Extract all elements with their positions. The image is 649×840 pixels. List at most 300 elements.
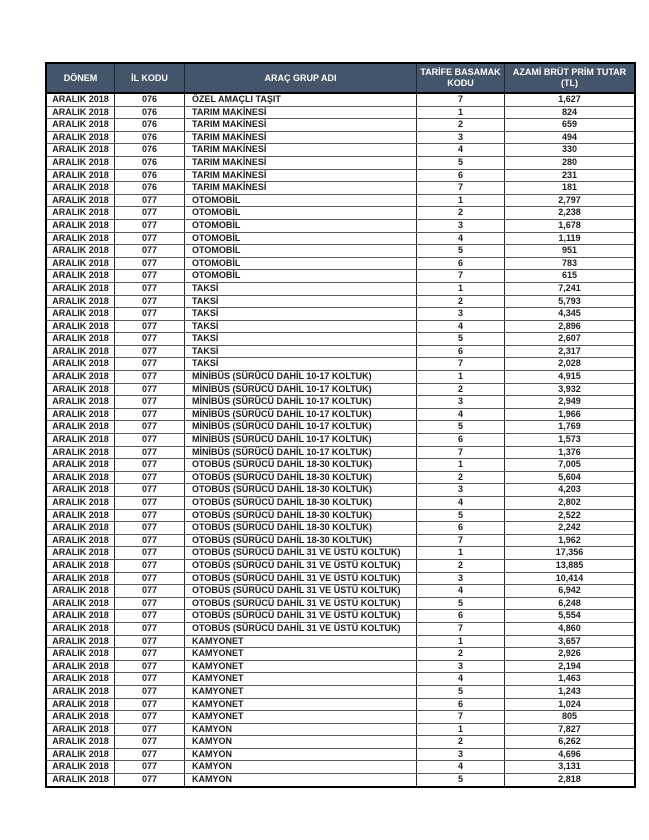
- cell-tarife_basamak_kodu: 4: [417, 497, 505, 510]
- cell-donem: ARALIK 2018: [46, 761, 115, 774]
- cell-tarife_basamak_kodu: 2: [417, 207, 505, 220]
- cell-arac_grup_adi: OTOBÜS (SÜRÜCÜ DAHİL 31 VE ÜSTÜ KOLTUK): [185, 572, 417, 585]
- cell-arac_grup_adi: MİNİBÜS (SÜRÜCÜ DAHİL 10-17 KOLTUK): [185, 408, 417, 421]
- cell-donem: ARALIK 2018: [46, 471, 115, 484]
- cell-il_kodu: 077: [115, 408, 185, 421]
- cell-il_kodu: 076: [115, 131, 185, 144]
- cell-arac_grup_adi: KAMYONET: [185, 685, 417, 698]
- table-row: [46, 585, 635, 598]
- table-row: [46, 408, 635, 421]
- cell-donem: ARALIK 2018: [46, 320, 115, 333]
- cell-il_kodu: 077: [115, 547, 185, 560]
- table-row: [46, 748, 635, 761]
- table-row: [46, 257, 635, 270]
- cell-il_kodu: 077: [115, 723, 185, 736]
- cell-donem: ARALIK 2018: [46, 308, 115, 321]
- cell-tarife_basamak_kodu: 3: [417, 131, 505, 144]
- cell-tarife_basamak_kodu: 5: [417, 597, 505, 610]
- cell-il_kodu: 077: [115, 736, 185, 749]
- cell-azami_brut_prim_tutar: 783: [505, 257, 636, 270]
- cell-azami_brut_prim_tutar: 4,915: [505, 371, 636, 384]
- cell-arac_grup_adi: KAMYONET: [185, 660, 417, 673]
- cell-donem: ARALIK 2018: [46, 774, 115, 787]
- cell-arac_grup_adi: OTOMOBİL: [185, 257, 417, 270]
- table-row: [46, 282, 635, 295]
- table-row: [46, 484, 635, 497]
- table-row: [46, 446, 635, 459]
- cell-il_kodu: 076: [115, 119, 185, 132]
- cell-tarife_basamak_kodu: 1: [417, 371, 505, 384]
- cell-tarife_basamak_kodu: 4: [417, 320, 505, 333]
- cell-donem: ARALIK 2018: [46, 131, 115, 144]
- cell-donem: ARALIK 2018: [46, 93, 115, 106]
- cell-il_kodu: 077: [115, 459, 185, 472]
- cell-donem: ARALIK 2018: [46, 748, 115, 761]
- cell-il_kodu: 077: [115, 748, 185, 761]
- cell-arac_grup_adi: OTOMOBİL: [185, 219, 417, 232]
- cell-il_kodu: 077: [115, 396, 185, 409]
- cell-tarife_basamak_kodu: 3: [417, 484, 505, 497]
- cell-tarife_basamak_kodu: 1: [417, 723, 505, 736]
- column-header-tarife_basamak_kodu: TARİFE BASAMAK KODU: [417, 63, 505, 93]
- table-row: [46, 182, 635, 195]
- cell-arac_grup_adi: MİNİBÜS (SÜRÜCÜ DAHİL 10-17 KOLTUK): [185, 434, 417, 447]
- table-row: [46, 119, 635, 132]
- cell-azami_brut_prim_tutar: 1,573: [505, 434, 636, 447]
- table-row: [46, 371, 635, 384]
- cell-azami_brut_prim_tutar: 1,966: [505, 408, 636, 421]
- cell-azami_brut_prim_tutar: 4,345: [505, 308, 636, 321]
- cell-il_kodu: 077: [115, 522, 185, 535]
- cell-arac_grup_adi: TARIM MAKİNESİ: [185, 119, 417, 132]
- cell-tarife_basamak_kodu: 4: [417, 673, 505, 686]
- cell-tarife_basamak_kodu: 7: [417, 93, 505, 106]
- table-row: [46, 660, 635, 673]
- cell-tarife_basamak_kodu: 7: [417, 182, 505, 195]
- cell-donem: ARALIK 2018: [46, 522, 115, 535]
- table-row: [46, 396, 635, 409]
- cell-tarife_basamak_kodu: 6: [417, 434, 505, 447]
- cell-donem: ARALIK 2018: [46, 232, 115, 245]
- table-row: [46, 207, 635, 220]
- cell-azami_brut_prim_tutar: 951: [505, 245, 636, 258]
- cell-tarife_basamak_kodu: 4: [417, 408, 505, 421]
- cell-donem: ARALIK 2018: [46, 711, 115, 724]
- cell-arac_grup_adi: KAMYON: [185, 736, 417, 749]
- cell-donem: ARALIK 2018: [46, 635, 115, 648]
- cell-tarife_basamak_kodu: 2: [417, 736, 505, 749]
- cell-donem: ARALIK 2018: [46, 673, 115, 686]
- cell-arac_grup_adi: OTOBÜS (SÜRÜCÜ DAHİL 18-30 KOLTUK): [185, 459, 417, 472]
- table-row: [46, 459, 635, 472]
- table-row: [46, 635, 635, 648]
- cell-azami_brut_prim_tutar: 7,827: [505, 723, 636, 736]
- cell-donem: ARALIK 2018: [46, 207, 115, 220]
- cell-donem: ARALIK 2018: [46, 345, 115, 358]
- cell-arac_grup_adi: OTOMOBİL: [185, 232, 417, 245]
- cell-azami_brut_prim_tutar: 280: [505, 156, 636, 169]
- cell-donem: ARALIK 2018: [46, 509, 115, 522]
- cell-il_kodu: 077: [115, 585, 185, 598]
- cell-azami_brut_prim_tutar: 3,932: [505, 383, 636, 396]
- cell-donem: ARALIK 2018: [46, 144, 115, 157]
- cell-arac_grup_adi: KAMYONET: [185, 698, 417, 711]
- table-row: [46, 270, 635, 283]
- cell-azami_brut_prim_tutar: 1,119: [505, 232, 636, 245]
- cell-tarife_basamak_kodu: 6: [417, 522, 505, 535]
- cell-donem: ARALIK 2018: [46, 169, 115, 182]
- table-row: [46, 698, 635, 711]
- cell-il_kodu: 077: [115, 270, 185, 283]
- cell-tarife_basamak_kodu: 1: [417, 194, 505, 207]
- cell-donem: ARALIK 2018: [46, 736, 115, 749]
- cell-tarife_basamak_kodu: 5: [417, 421, 505, 434]
- table-row: [46, 232, 635, 245]
- cell-tarife_basamak_kodu: 7: [417, 358, 505, 371]
- cell-il_kodu: 076: [115, 144, 185, 157]
- cell-tarife_basamak_kodu: 6: [417, 610, 505, 623]
- cell-il_kodu: 077: [115, 257, 185, 270]
- cell-arac_grup_adi: OTOBÜS (SÜRÜCÜ DAHİL 18-30 KOLTUK): [185, 522, 417, 535]
- cell-arac_grup_adi: KAMYON: [185, 748, 417, 761]
- cell-il_kodu: 076: [115, 156, 185, 169]
- table-row: [46, 648, 635, 661]
- cell-il_kodu: 077: [115, 434, 185, 447]
- column-header-arac_grup_adi: ARAÇ GRUP ADI: [185, 63, 417, 93]
- cell-arac_grup_adi: OTOBÜS (SÜRÜCÜ DAHİL 18-30 KOLTUK): [185, 534, 417, 547]
- column-header-il_kodu: İL KODU: [115, 63, 185, 93]
- cell-azami_brut_prim_tutar: 2,317: [505, 345, 636, 358]
- cell-il_kodu: 077: [115, 673, 185, 686]
- cell-azami_brut_prim_tutar: 3,131: [505, 761, 636, 774]
- cell-donem: ARALIK 2018: [46, 270, 115, 283]
- cell-azami_brut_prim_tutar: 181: [505, 182, 636, 195]
- cell-azami_brut_prim_tutar: 3,657: [505, 635, 636, 648]
- cell-il_kodu: 077: [115, 471, 185, 484]
- cell-tarife_basamak_kodu: 3: [417, 660, 505, 673]
- cell-tarife_basamak_kodu: 6: [417, 169, 505, 182]
- cell-azami_brut_prim_tutar: 5,604: [505, 471, 636, 484]
- column-header-azami_brut_prim_tutar: AZAMİ BRÜT PRİM TUTAR (TL): [505, 63, 636, 93]
- cell-tarife_basamak_kodu: 1: [417, 635, 505, 648]
- cell-donem: ARALIK 2018: [46, 371, 115, 384]
- cell-arac_grup_adi: KAMYONET: [185, 673, 417, 686]
- cell-azami_brut_prim_tutar: 494: [505, 131, 636, 144]
- cell-arac_grup_adi: KAMYON: [185, 761, 417, 774]
- cell-il_kodu: 077: [115, 622, 185, 635]
- cell-azami_brut_prim_tutar: 5,793: [505, 295, 636, 308]
- cell-azami_brut_prim_tutar: 2,028: [505, 358, 636, 371]
- cell-il_kodu: 076: [115, 182, 185, 195]
- cell-arac_grup_adi: TAKSİ: [185, 358, 417, 371]
- cell-tarife_basamak_kodu: 5: [417, 509, 505, 522]
- table-row: [46, 572, 635, 585]
- cell-tarife_basamak_kodu: 5: [417, 685, 505, 698]
- cell-azami_brut_prim_tutar: 2,238: [505, 207, 636, 220]
- cell-il_kodu: 077: [115, 559, 185, 572]
- table-row: [46, 509, 635, 522]
- cell-azami_brut_prim_tutar: 1,627: [505, 93, 636, 106]
- table-body: [46, 93, 635, 787]
- cell-il_kodu: 077: [115, 383, 185, 396]
- table-row: [46, 383, 635, 396]
- cell-azami_brut_prim_tutar: 4,860: [505, 622, 636, 635]
- cell-il_kodu: 077: [115, 660, 185, 673]
- table-row: [46, 320, 635, 333]
- cell-il_kodu: 077: [115, 232, 185, 245]
- cell-il_kodu: 077: [115, 774, 185, 787]
- cell-arac_grup_adi: MİNİBÜS (SÜRÜCÜ DAHİL 10-17 KOLTUK): [185, 371, 417, 384]
- cell-donem: ARALIK 2018: [46, 572, 115, 585]
- cell-azami_brut_prim_tutar: 2,607: [505, 333, 636, 346]
- table-row: [46, 522, 635, 535]
- cell-azami_brut_prim_tutar: 2,926: [505, 648, 636, 661]
- cell-il_kodu: 077: [115, 358, 185, 371]
- cell-donem: ARALIK 2018: [46, 434, 115, 447]
- table-row: [46, 295, 635, 308]
- cell-azami_brut_prim_tutar: 1,678: [505, 219, 636, 232]
- cell-donem: ARALIK 2018: [46, 156, 115, 169]
- cell-arac_grup_adi: TARIM MAKİNESİ: [185, 169, 417, 182]
- cell-azami_brut_prim_tutar: 1,024: [505, 698, 636, 711]
- cell-il_kodu: 077: [115, 711, 185, 724]
- cell-arac_grup_adi: OTOMOBİL: [185, 245, 417, 258]
- cell-tarife_basamak_kodu: 4: [417, 761, 505, 774]
- cell-azami_brut_prim_tutar: 1,962: [505, 534, 636, 547]
- cell-arac_grup_adi: MİNİBÜS (SÜRÜCÜ DAHİL 10-17 KOLTUK): [185, 383, 417, 396]
- cell-il_kodu: 077: [115, 509, 185, 522]
- cell-donem: ARALIK 2018: [46, 333, 115, 346]
- table-row: [46, 421, 635, 434]
- cell-tarife_basamak_kodu: 6: [417, 698, 505, 711]
- cell-il_kodu: 076: [115, 93, 185, 106]
- cell-tarife_basamak_kodu: 5: [417, 333, 505, 346]
- cell-tarife_basamak_kodu: 7: [417, 534, 505, 547]
- cell-donem: ARALIK 2018: [46, 119, 115, 132]
- cell-azami_brut_prim_tutar: 2,896: [505, 320, 636, 333]
- table-row: [46, 219, 635, 232]
- cell-arac_grup_adi: OTOBÜS (SÜRÜCÜ DAHİL 31 VE ÜSTÜ KOLTUK): [185, 547, 417, 560]
- cell-donem: ARALIK 2018: [46, 396, 115, 409]
- cell-arac_grup_adi: OTOBÜS (SÜRÜCÜ DAHİL 18-30 KOLTUK): [185, 509, 417, 522]
- cell-arac_grup_adi: OTOBÜS (SÜRÜCÜ DAHİL 31 VE ÜSTÜ KOLTUK): [185, 622, 417, 635]
- cell-azami_brut_prim_tutar: 615: [505, 270, 636, 283]
- cell-donem: ARALIK 2018: [46, 622, 115, 635]
- cell-arac_grup_adi: OTOBÜS (SÜRÜCÜ DAHİL 18-30 KOLTUK): [185, 484, 417, 497]
- cell-tarife_basamak_kodu: 4: [417, 144, 505, 157]
- cell-tarife_basamak_kodu: 2: [417, 119, 505, 132]
- cell-azami_brut_prim_tutar: 330: [505, 144, 636, 157]
- table-row: [46, 711, 635, 724]
- cell-il_kodu: 077: [115, 207, 185, 220]
- table-row: [46, 622, 635, 635]
- cell-tarife_basamak_kodu: 6: [417, 345, 505, 358]
- table-row: [46, 497, 635, 510]
- cell-arac_grup_adi: OTOBÜS (SÜRÜCÜ DAHİL 31 VE ÜSTÜ KOLTUK): [185, 559, 417, 572]
- cell-donem: ARALIK 2018: [46, 723, 115, 736]
- cell-tarife_basamak_kodu: 2: [417, 648, 505, 661]
- table-row: [46, 736, 635, 749]
- table-row: [46, 333, 635, 346]
- cell-arac_grup_adi: KAMYON: [185, 774, 417, 787]
- cell-il_kodu: 077: [115, 245, 185, 258]
- table-row: [46, 345, 635, 358]
- cell-tarife_basamak_kodu: 2: [417, 383, 505, 396]
- table-row: [46, 358, 635, 371]
- cell-il_kodu: 077: [115, 345, 185, 358]
- table-row: [46, 610, 635, 623]
- cell-arac_grup_adi: OTOBÜS (SÜRÜCÜ DAHİL 18-30 KOLTUK): [185, 471, 417, 484]
- cell-tarife_basamak_kodu: 7: [417, 711, 505, 724]
- cell-il_kodu: 077: [115, 194, 185, 207]
- cell-arac_grup_adi: OTOBÜS (SÜRÜCÜ DAHİL 18-30 KOLTUK): [185, 497, 417, 510]
- cell-azami_brut_prim_tutar: 2,802: [505, 497, 636, 510]
- cell-il_kodu: 077: [115, 648, 185, 661]
- cell-donem: ARALIK 2018: [46, 383, 115, 396]
- cell-donem: ARALIK 2018: [46, 547, 115, 560]
- cell-arac_grup_adi: OTOBÜS (SÜRÜCÜ DAHİL 31 VE ÜSTÜ KOLTUK): [185, 597, 417, 610]
- table-row: [46, 673, 635, 686]
- cell-donem: ARALIK 2018: [46, 610, 115, 623]
- table-row: [46, 144, 635, 157]
- cell-tarife_basamak_kodu: 2: [417, 559, 505, 572]
- cell-il_kodu: 077: [115, 698, 185, 711]
- cell-donem: ARALIK 2018: [46, 459, 115, 472]
- cell-arac_grup_adi: KAMYONET: [185, 711, 417, 724]
- cell-tarife_basamak_kodu: 7: [417, 270, 505, 283]
- cell-arac_grup_adi: TAKSİ: [185, 320, 417, 333]
- cell-donem: ARALIK 2018: [46, 648, 115, 661]
- cell-azami_brut_prim_tutar: 1,243: [505, 685, 636, 698]
- cell-il_kodu: 077: [115, 597, 185, 610]
- table-row: [46, 761, 635, 774]
- table-row: [46, 106, 635, 119]
- cell-donem: ARALIK 2018: [46, 245, 115, 258]
- cell-azami_brut_prim_tutar: 13,885: [505, 559, 636, 572]
- table-row: [46, 308, 635, 321]
- cell-donem: ARALIK 2018: [46, 597, 115, 610]
- cell-donem: ARALIK 2018: [46, 559, 115, 572]
- cell-azami_brut_prim_tutar: 1,463: [505, 673, 636, 686]
- cell-arac_grup_adi: KAMYON: [185, 723, 417, 736]
- cell-donem: ARALIK 2018: [46, 295, 115, 308]
- cell-il_kodu: 077: [115, 333, 185, 346]
- cell-arac_grup_adi: OTOMOBİL: [185, 270, 417, 283]
- cell-tarife_basamak_kodu: 3: [417, 396, 505, 409]
- cell-donem: ARALIK 2018: [46, 257, 115, 270]
- cell-azami_brut_prim_tutar: 2,242: [505, 522, 636, 535]
- table-row: [46, 597, 635, 610]
- cell-tarife_basamak_kodu: 2: [417, 295, 505, 308]
- cell-arac_grup_adi: OTOBÜS (SÜRÜCÜ DAHİL 31 VE ÜSTÜ KOLTUK): [185, 585, 417, 598]
- table-row: [46, 559, 635, 572]
- header-row: [46, 63, 635, 93]
- cell-arac_grup_adi: TARIM MAKİNESİ: [185, 131, 417, 144]
- cell-arac_grup_adi: TAKSİ: [185, 308, 417, 321]
- cell-azami_brut_prim_tutar: 2,818: [505, 774, 636, 787]
- cell-il_kodu: 077: [115, 484, 185, 497]
- cell-donem: ARALIK 2018: [46, 421, 115, 434]
- cell-arac_grup_adi: TAKSİ: [185, 333, 417, 346]
- cell-donem: ARALIK 2018: [46, 534, 115, 547]
- cell-arac_grup_adi: TAKSİ: [185, 295, 417, 308]
- cell-tarife_basamak_kodu: 7: [417, 446, 505, 459]
- cell-donem: ARALIK 2018: [46, 446, 115, 459]
- cell-il_kodu: 077: [115, 572, 185, 585]
- cell-tarife_basamak_kodu: 7: [417, 622, 505, 635]
- cell-il_kodu: 077: [115, 421, 185, 434]
- cell-arac_grup_adi: OTOMOBİL: [185, 207, 417, 220]
- cell-arac_grup_adi: TAKSİ: [185, 282, 417, 295]
- table-row: [46, 434, 635, 447]
- cell-arac_grup_adi: OTOBÜS (SÜRÜCÜ DAHİL 31 VE ÜSTÜ KOLTUK): [185, 610, 417, 623]
- cell-il_kodu: 077: [115, 295, 185, 308]
- cell-donem: ARALIK 2018: [46, 484, 115, 497]
- cell-donem: ARALIK 2018: [46, 497, 115, 510]
- cell-azami_brut_prim_tutar: 2,522: [505, 509, 636, 522]
- cell-azami_brut_prim_tutar: 7,005: [505, 459, 636, 472]
- table-row: [46, 471, 635, 484]
- cell-azami_brut_prim_tutar: 659: [505, 119, 636, 132]
- cell-il_kodu: 077: [115, 219, 185, 232]
- cell-donem: ARALIK 2018: [46, 106, 115, 119]
- cell-arac_grup_adi: TAKSİ: [185, 345, 417, 358]
- table-row: [46, 534, 635, 547]
- cell-tarife_basamak_kodu: 5: [417, 774, 505, 787]
- cell-tarife_basamak_kodu: 3: [417, 572, 505, 585]
- table-row: [46, 169, 635, 182]
- cell-arac_grup_adi: KAMYONET: [185, 635, 417, 648]
- cell-arac_grup_adi: ÖZEL AMAÇLI TAŞIT: [185, 93, 417, 106]
- cell-azami_brut_prim_tutar: 5,554: [505, 610, 636, 623]
- cell-arac_grup_adi: MİNİBÜS (SÜRÜCÜ DAHİL 10-17 KOLTUK): [185, 396, 417, 409]
- cell-tarife_basamak_kodu: 5: [417, 245, 505, 258]
- table-row: [46, 685, 635, 698]
- cell-tarife_basamak_kodu: 6: [417, 257, 505, 270]
- cell-azami_brut_prim_tutar: 6,248: [505, 597, 636, 610]
- cell-il_kodu: 077: [115, 282, 185, 295]
- cell-donem: ARALIK 2018: [46, 585, 115, 598]
- cell-azami_brut_prim_tutar: 4,696: [505, 748, 636, 761]
- cell-azami_brut_prim_tutar: 2,797: [505, 194, 636, 207]
- cell-il_kodu: 076: [115, 106, 185, 119]
- cell-il_kodu: 077: [115, 308, 185, 321]
- table-row: [46, 131, 635, 144]
- table-row: [46, 156, 635, 169]
- cell-donem: ARALIK 2018: [46, 282, 115, 295]
- cell-azami_brut_prim_tutar: 805: [505, 711, 636, 724]
- cell-tarife_basamak_kodu: 3: [417, 308, 505, 321]
- cell-donem: ARALIK 2018: [46, 408, 115, 421]
- table-row: [46, 194, 635, 207]
- cell-azami_brut_prim_tutar: 2,194: [505, 660, 636, 673]
- cell-arac_grup_adi: MİNİBÜS (SÜRÜCÜ DAHİL 10-17 KOLTUK): [185, 446, 417, 459]
- cell-il_kodu: 077: [115, 320, 185, 333]
- cell-arac_grup_adi: TARIM MAKİNESİ: [185, 144, 417, 157]
- tariff-table: [45, 62, 636, 788]
- table-row: [46, 723, 635, 736]
- table-row: [46, 93, 635, 106]
- cell-arac_grup_adi: MİNİBÜS (SÜRÜCÜ DAHİL 10-17 KOLTUK): [185, 421, 417, 434]
- cell-azami_brut_prim_tutar: 231: [505, 169, 636, 182]
- cell-tarife_basamak_kodu: 2: [417, 471, 505, 484]
- cell-donem: ARALIK 2018: [46, 685, 115, 698]
- cell-azami_brut_prim_tutar: 1,376: [505, 446, 636, 459]
- cell-tarife_basamak_kodu: 1: [417, 106, 505, 119]
- cell-arac_grup_adi: KAMYONET: [185, 648, 417, 661]
- cell-donem: ARALIK 2018: [46, 660, 115, 673]
- column-header-donem: DÖNEM: [46, 63, 115, 93]
